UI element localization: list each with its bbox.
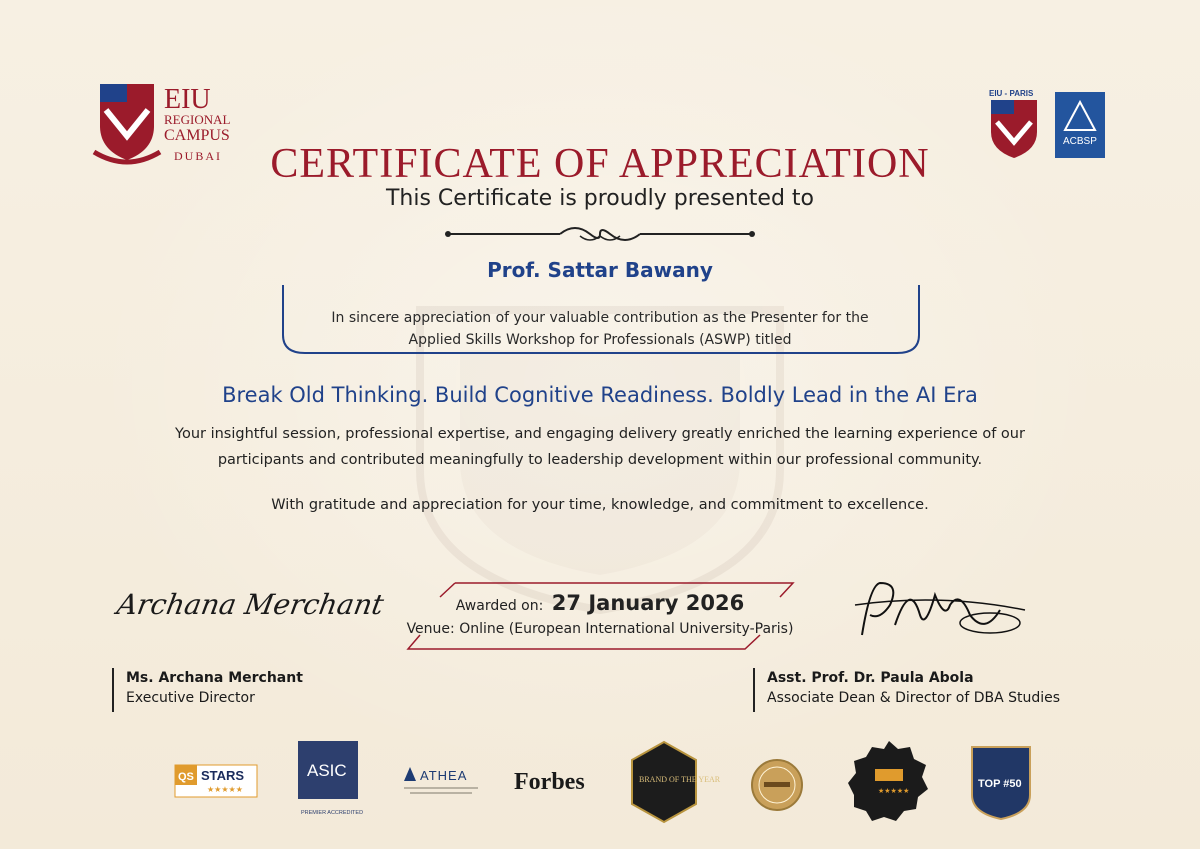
appreciation-line-1: In sincere appreciation of your valuable contribution as the Presenter for the [331, 310, 869, 326]
athea-badge [400, 765, 482, 799]
body-line-1: Your insightful session, professional expertise, and engaging delivery greatly enriched the learning experience of our [175, 426, 1025, 442]
athea-text: ATHEA [420, 768, 468, 783]
signer-left [112, 668, 303, 712]
svg-text:QS: QS [178, 771, 194, 783]
qs-stars-badge [175, 765, 257, 797]
signer-left-role: Executive Director [126, 690, 255, 706]
asic-text: ASIC [307, 761, 347, 780]
certificate-title: CERTIFICATE OF APPRECIATION [270, 141, 930, 187]
ornament-flourish [440, 222, 760, 246]
signer-right [753, 668, 1060, 712]
gold-seal-badge [750, 758, 804, 812]
signer-left-name: Ms. Archana Merchant [126, 670, 303, 686]
logo-left-line1: EIU [164, 84, 211, 115]
logo-left-line4: DUBAI [174, 149, 222, 163]
top50-text: TOP #50 [978, 778, 1022, 790]
certificate-subtitle: This Certificate is proudly presented to [385, 186, 814, 211]
award-date: 27 January 2026 [551, 591, 745, 615]
forbes-badge [512, 767, 596, 795]
brand-of-year-badge [628, 740, 721, 824]
workshop-topic: Break Old Thinking. Build Cognitive Readiness. Boldly Lead in the AI Era [222, 383, 978, 407]
body-paragraph [100, 421, 1100, 473]
signer-right-name: Asst. Prof. Dr. Paula Abola [767, 670, 974, 686]
venue-line: Venue: Online (European International University-Paris) [406, 621, 794, 637]
top50-badge [970, 745, 1032, 821]
svg-text:★★★★★: ★★★★★ [207, 785, 243, 794]
svg-text:★★★★★: ★★★★★ [878, 787, 910, 795]
qs-rated-excellent-badge [848, 739, 930, 825]
closing-line: With gratitude and appreciation for your time, knowledge, and commitment to excellence. [271, 497, 929, 513]
brand-year-text: BRAND OF THE YEAR [639, 775, 721, 784]
award-box [400, 575, 800, 655]
signature-right [850, 575, 1030, 645]
logo-right-label: EIU - PARIS [989, 89, 1034, 98]
qs-stars-text: STARS [201, 768, 245, 783]
logo-left-line2: REGIONAL [164, 112, 231, 127]
logo-left-line3: CAMPUS [164, 127, 230, 144]
recipient-name: Prof. Sattar Bawany [487, 258, 713, 282]
asic-sub: PREMIER ACCREDITED [301, 810, 364, 816]
appreciation-line-2: Applied Skills Workshop for Professionals (ASWP) titled [408, 332, 792, 348]
body-line-2: participants and contributed meaningfully to leadership development within our professional community. [217, 452, 983, 468]
awarded-label: Awarded on: [455, 598, 544, 614]
asic-badge [295, 738, 364, 830]
signature-left: Archana Merchant [114, 588, 387, 621]
accreditation-badges [0, 735, 1200, 835]
acbsp-label: ACBSP [1063, 136, 1097, 147]
forbes-text: Forbes [514, 769, 585, 795]
appreciation-text [300, 307, 900, 351]
signer-right-role: Associate Dean & Director of DBA Studies [767, 690, 1061, 706]
